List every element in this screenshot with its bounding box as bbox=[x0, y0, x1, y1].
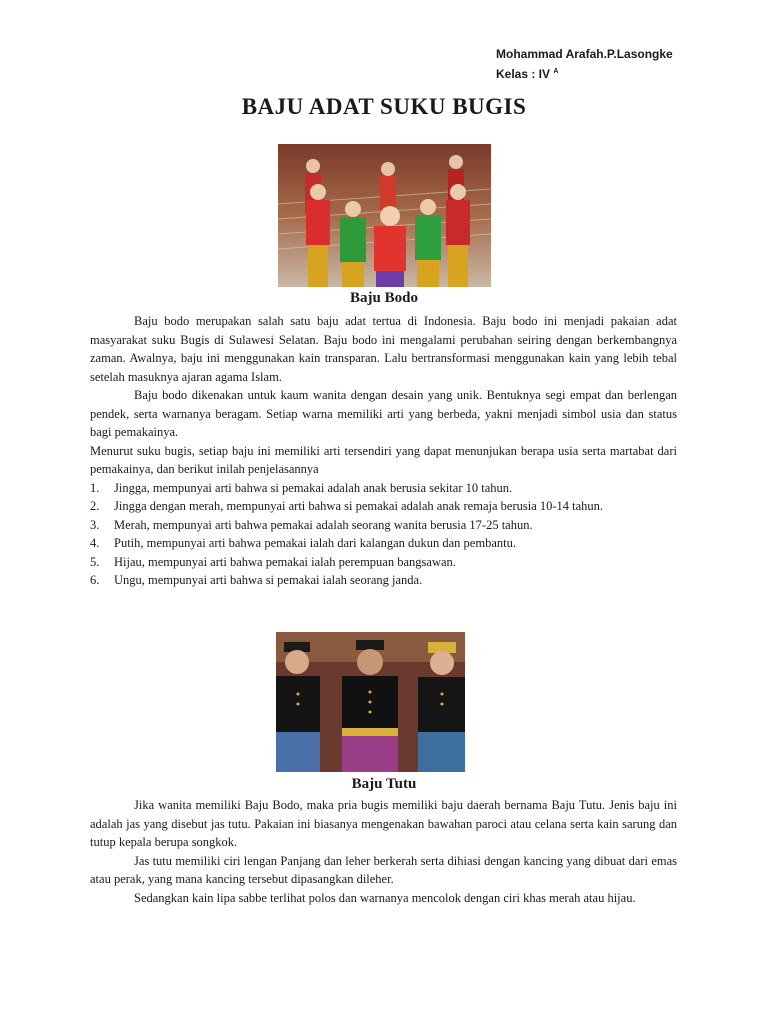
paragraph: Menurut suku bugis, setiap baju ini memiliki arti tersendiri yang dapat menunjukan berapa usia serta martabat dari pemakainya, dan berikut inilah penjelasannya bbox=[90, 443, 677, 476]
baju-bodo-photo bbox=[278, 144, 491, 287]
paragraph: Baju bodo merupakan salah satu baju adat tertua di Indonesia. Baju bodo ini menjadi pakaian adat masyarakat suku Bugis di Sulawesi Selatan. Baju bodo ini mengalami perubahan seiring dengan berkembangnya zaman. Awalnya, baju ini menggunakan kain transparan. Lalu bertransformasi menggunakan kain yang lebih tebal setelah masuknya ajaran agama Islam. bbox=[90, 314, 677, 384]
page-title: BAJU ADAT SUKU BUGIS bbox=[241, 94, 527, 119]
class-superscript: A bbox=[553, 68, 559, 75]
baju-tutu-text bbox=[90, 796, 677, 907]
baju-tutu-photo bbox=[276, 632, 465, 772]
paragraph: Sedangkan kain lipa sabbe terlihat polos dan warnanya mencolok dengan ciri khas merah atau hijau. bbox=[134, 890, 636, 905]
paragraph: Baju bodo dikenakan untuk kaum wanita dengan desain yang unik. Bentuknya segi empat dan berlengan pendek, serta warnanya beragam. Setiap warna memiliki arti yang berbeda, yakni menjadi simbol usia dan status bagi pemakainya. bbox=[90, 388, 677, 439]
baju-tutu-heading: Baju Tutu bbox=[351, 776, 417, 792]
color-meaning-list bbox=[90, 479, 677, 590]
paragraph: Jika wanita memiliki Baju Bodo, maka pria bugis memiliki baju daerah bernama Baju Tutu. Jenis baju ini adalah jas yang disebut jas tutu. Pakaian ini biasanya mengenakan bawahan paroci atau celana serta kain sarung dan tutup kepala berupa songkok. bbox=[90, 798, 677, 849]
baju-bodo-heading: Baju Bodo bbox=[350, 290, 418, 306]
list-item: 5. Hijau, mempunyai arti bahwa pemakai ialah perempuan bangsawan. bbox=[90, 554, 456, 569]
list-item: 1. Jingga, mempunyai arti bahwa si pemakai adalah anak berusia sekitar 10 tahun. bbox=[90, 480, 513, 495]
baju-bodo-text bbox=[90, 312, 677, 590]
list-item: 3. Merah, mempunyai arti bahwa pemakai adalah seorang wanita berusia 17-25 tahun. bbox=[90, 517, 533, 532]
list-item: 2. Jingga dengan merah, mempunyai arti bahwa si pemakai adalah anak remaja berusia 10-14 tahun. bbox=[90, 499, 604, 513]
author-block bbox=[496, 46, 673, 83]
list-item: 6. Ungu, mempunyai arti bahwa si pemakai ialah seorang janda. bbox=[90, 573, 423, 587]
paragraph: Jas tutu memiliki ciri lengan Panjang dan leher berkerah serta dihiasi dengan kancing yang dibuat dari emas atau perak, yang mana kancing tersebut dipasangkan dileher. bbox=[90, 853, 677, 886]
class-label: Kelas : IV $^A$ bbox=[496, 67, 559, 81]
list-item: 4. Putih, mempunyai arti bahwa pemakai ialah dari kalangan dukun dan pembantu. bbox=[90, 536, 516, 550]
author-name: Mohammad Arafah.P.Lasongke bbox=[496, 47, 673, 61]
